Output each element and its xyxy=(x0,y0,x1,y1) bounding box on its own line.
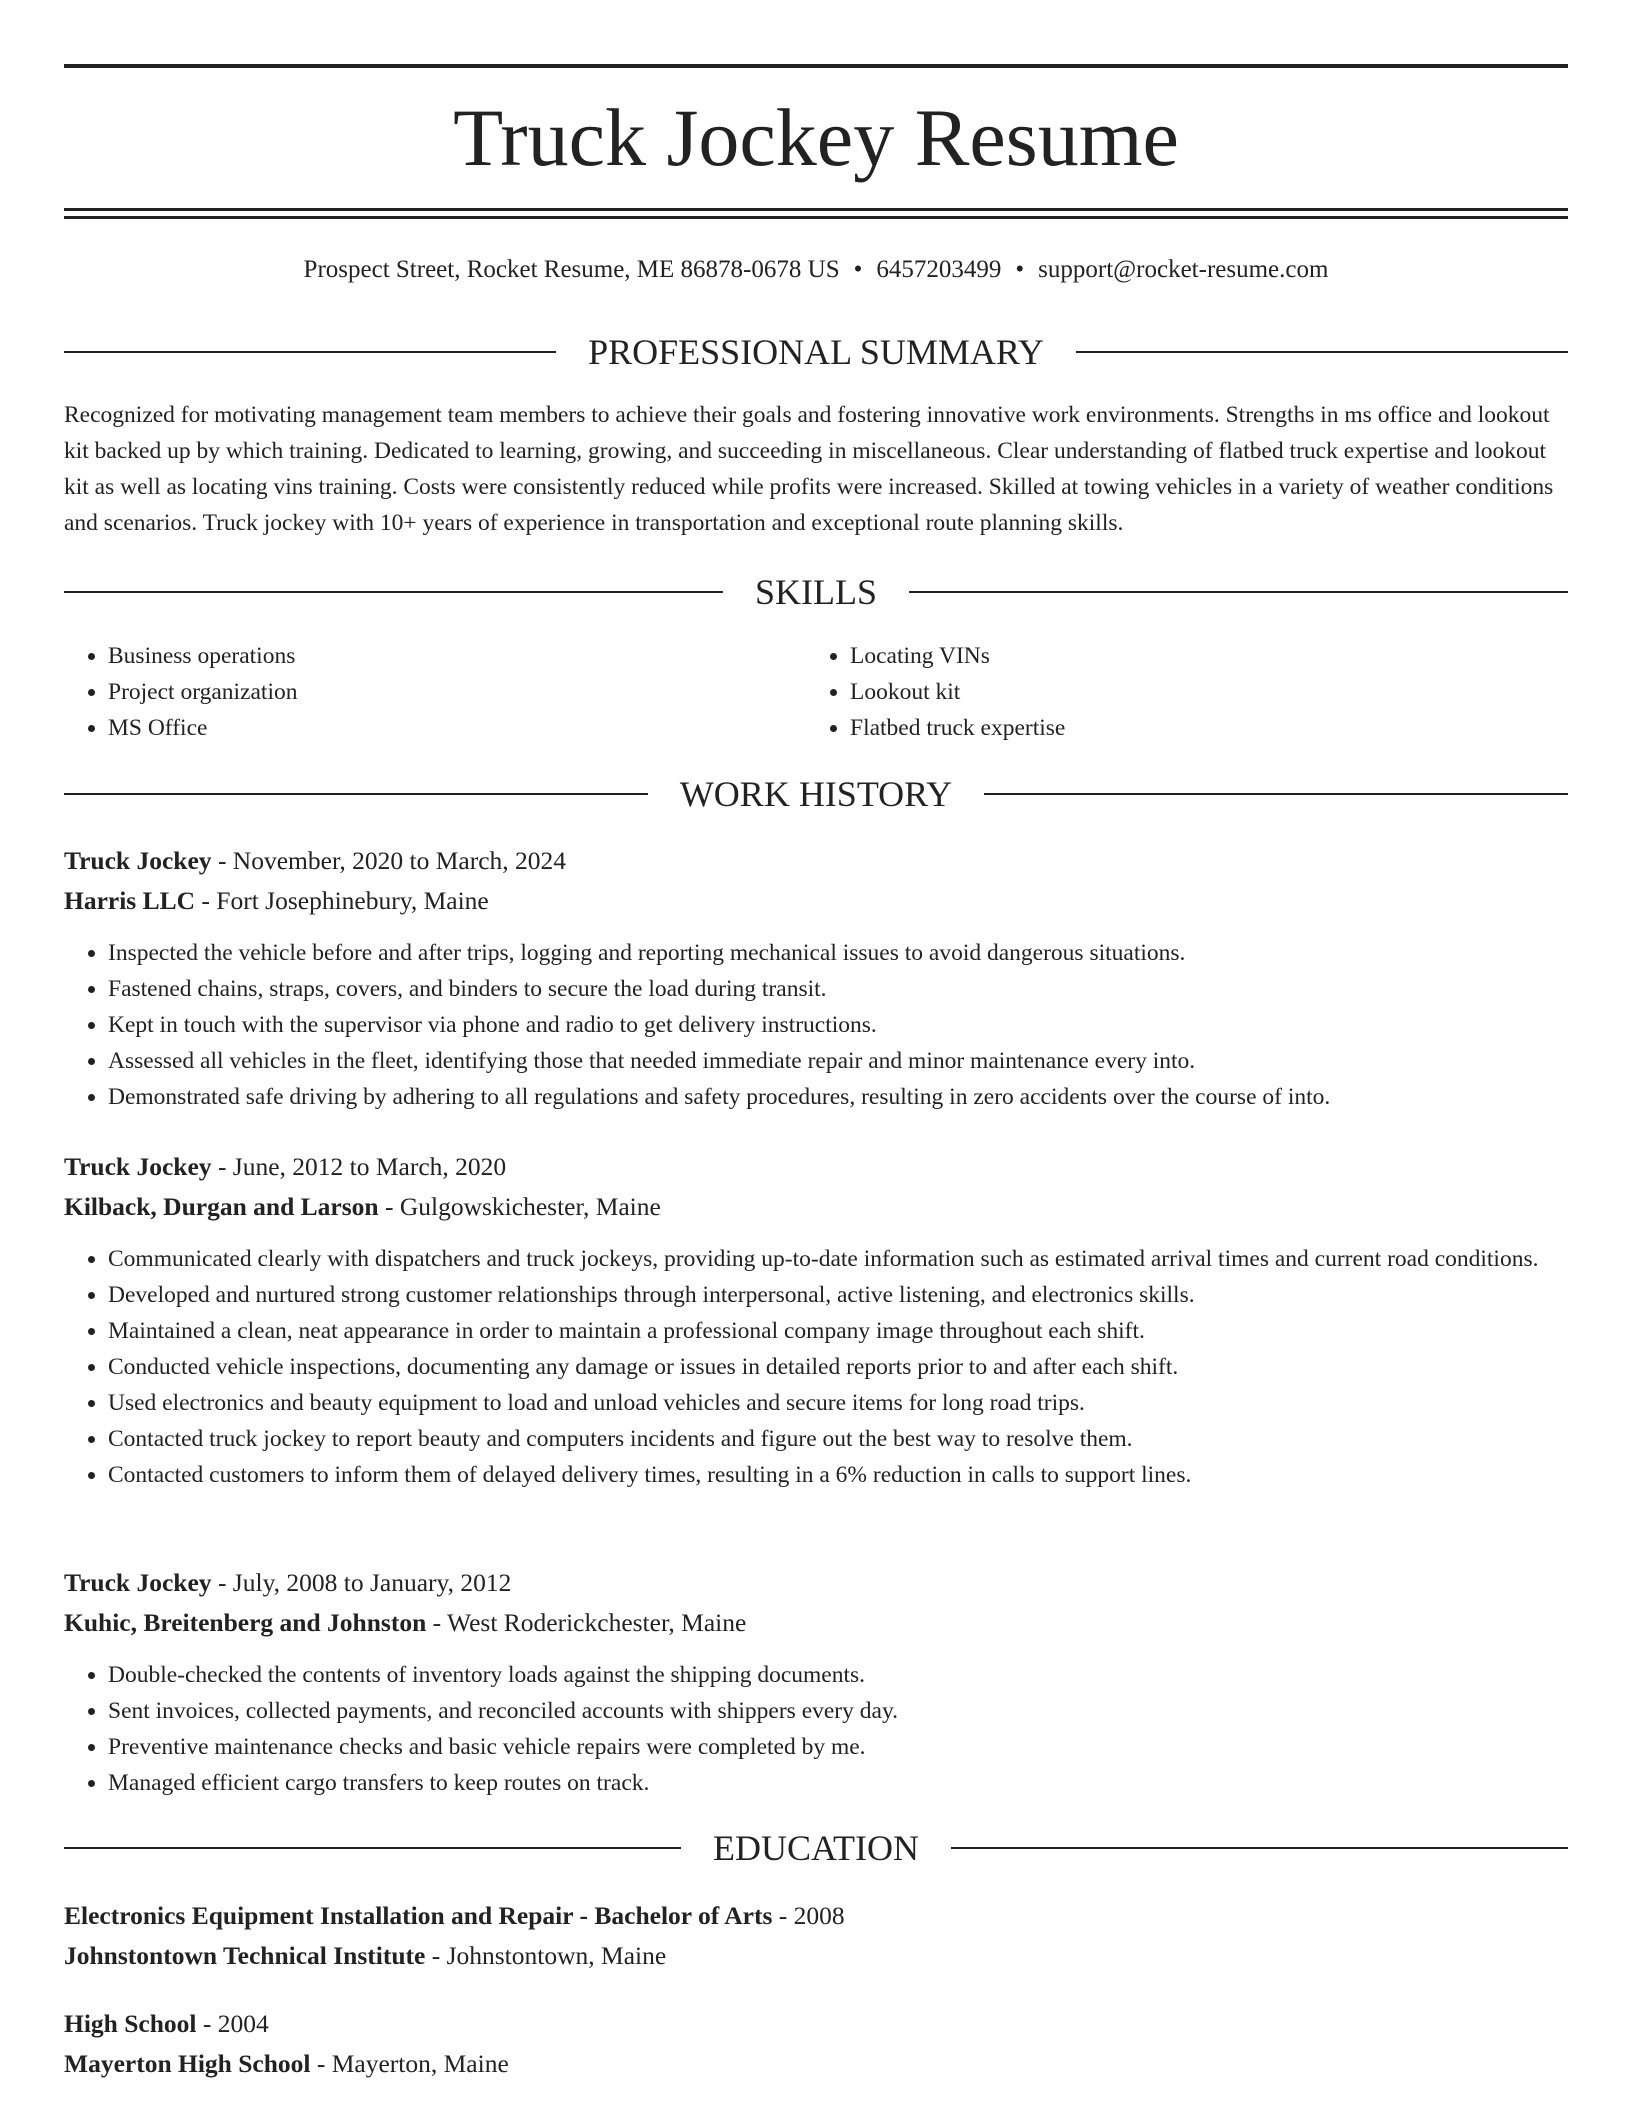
contact-address: Prospect Street, Rocket Resume, ME 86878-0678 US xyxy=(303,256,840,283)
education-degree-line xyxy=(64,1896,1568,1936)
job-title-line xyxy=(64,1563,1568,1603)
heading-rule xyxy=(1076,351,1568,353)
education-year: - 2008 xyxy=(772,1901,845,1930)
job-dates: - November, 2020 to March, 2024 xyxy=(211,846,567,875)
section-title: EDUCATION xyxy=(713,1828,919,1868)
skill-item: • Business operations xyxy=(108,638,806,674)
job-bullet: • Managed efficient cargo transfers to keep routes on track. xyxy=(108,1765,1568,1801)
job-entry xyxy=(64,1147,1568,1227)
job-bullet: • Maintained a clean, neat appearance in order to maintain a professional company image throughout each shift. xyxy=(108,1313,1568,1349)
job-bullet: • Assessed all vehicles in the fleet, identifying those that needed immediate repair and minor maintenance every into. xyxy=(108,1043,1568,1079)
education-location: - Johnstontown, Maine xyxy=(425,1941,667,1970)
job-title-line xyxy=(64,841,1568,881)
skills-list xyxy=(64,638,1568,746)
education-school-line xyxy=(64,1936,1568,1976)
job-bullet: • Used electronics and beauty equipment to load and unload vehicles and secure items for long road trips. xyxy=(108,1385,1568,1421)
skill-item: • Locating VINs xyxy=(850,638,1548,674)
job-company: Kuhic, Breitenberg and Johnston xyxy=(64,1608,427,1637)
contact-separator: • xyxy=(1015,256,1025,283)
job-company-line xyxy=(64,1603,1568,1643)
job-bullet: • Contacted truck jockey to report beauty and computers incidents and figure out the best way to resolve them. xyxy=(108,1421,1568,1457)
education-degree-line xyxy=(64,2004,1568,2044)
contact-line xyxy=(64,254,1568,286)
skills-column-right xyxy=(806,638,1548,746)
job-bullets xyxy=(64,1657,1568,1801)
job-entry xyxy=(64,1563,1568,1643)
skill-item: • Flatbed truck expertise xyxy=(850,710,1548,746)
heading-rule xyxy=(951,1847,1568,1849)
job-dates: - July, 2008 to January, 2012 xyxy=(211,1568,512,1597)
job-bullet: • Communicated clearly with dispatchers and truck jockeys, providing up-to-date information such as estimated arrival times and current road conditions. xyxy=(108,1241,1568,1277)
contact-email: support@rocket-resume.com xyxy=(1038,256,1329,283)
job-bullet: • Sent invoices, collected payments, and reconciled accounts with shippers every day. xyxy=(108,1693,1568,1729)
skill-item: • MS Office xyxy=(108,710,806,746)
job-bullet: • Developed and nurtured strong customer relationships through interpersonal, active listening, and electronics skills. xyxy=(108,1277,1568,1313)
skills-column-left xyxy=(64,638,806,746)
section-title: PROFESSIONAL SUMMARY xyxy=(588,332,1044,372)
job-bullet: • Preventive maintenance checks and basic vehicle repairs were completed by me. xyxy=(108,1729,1568,1765)
education-school: Johnstontown Technical Institute xyxy=(64,1941,426,1970)
job-title: Truck Jockey xyxy=(64,1568,212,1597)
job-bullet: • Fastened chains, straps, covers, and binders to secure the load during transit. xyxy=(108,971,1568,1007)
education-school: Mayerton High School xyxy=(64,2049,311,2078)
heading-rule xyxy=(64,351,556,353)
job-dates: - June, 2012 to March, 2020 xyxy=(211,1152,507,1181)
heading-rule xyxy=(909,591,1568,593)
job-title-line xyxy=(64,1147,1568,1187)
job-bullet: • Conducted vehicle inspections, documenting any damage or issues in detailed reports prior to and after each shift. xyxy=(108,1349,1568,1385)
job-title: Truck Jockey xyxy=(64,846,212,875)
section-title: WORK HISTORY xyxy=(679,774,953,814)
job-company-line xyxy=(64,1187,1568,1227)
education-entry xyxy=(64,2004,1568,2084)
header-top-rule xyxy=(64,64,1568,68)
skills-heading xyxy=(64,570,1568,614)
job-title: Truck Jockey xyxy=(64,1152,212,1181)
job-bullets xyxy=(64,935,1568,1115)
education-degree: Electronics Equipment Installation and Repair - Bachelor of Arts xyxy=(64,1901,773,1930)
section-title: SKILLS xyxy=(755,572,878,612)
heading-rule xyxy=(64,591,723,593)
skill-item: • Project organization xyxy=(108,674,806,710)
job-bullet: • Contacted customers to inform them of delayed delivery times, resulting in a 6% reduction in calls to support lines. xyxy=(108,1457,1568,1493)
heading-rule xyxy=(64,793,648,795)
summary-heading xyxy=(64,330,1568,374)
job-entry xyxy=(64,841,1568,921)
education-heading xyxy=(64,1826,1568,1870)
job-bullet: • Kept in touch with the supervisor via phone and radio to get delivery instructions. xyxy=(108,1007,1568,1043)
heading-rule xyxy=(984,793,1568,795)
job-bullet: • Inspected the vehicle before and after trips, logging and reporting mechanical issues to avoid dangerous situations. xyxy=(108,935,1568,971)
job-company: Harris LLC xyxy=(64,886,196,915)
job-bullet: • Demonstrated safe driving by adhering to all regulations and safety procedures, resulting in zero accidents over the course of into. xyxy=(108,1079,1568,1115)
job-location: - Gulgowskichester, Maine xyxy=(378,1192,661,1221)
job-location: - Fort Josephinebury, Maine xyxy=(195,886,489,915)
job-company: Kilback, Durgan and Larson xyxy=(64,1192,379,1221)
heading-rule xyxy=(64,1847,681,1849)
education-year: - 2004 xyxy=(196,2009,269,2038)
education-location: - Mayerton, Maine xyxy=(310,2049,509,2078)
education-school-line xyxy=(64,2044,1568,2084)
summary-text: Recognized for motivating management team members to achieve their goals and fostering innovative work environments. Strengths in ms office and lookout kit backed up by which training. Dedicated to learning, growing, and succeeding in miscellaneous. Clear understanding of flatbed truck expertise and lookout kit as well as locating vins training. Costs were consistently reduced while profits were increased. Skilled at towing vehicles in a variety of weather conditions and scenarios. Truck jockey with 10+ years of experience in transportation and exceptional route planning skills. xyxy=(64,402,1554,536)
work-heading xyxy=(64,772,1568,816)
education-entry xyxy=(64,1896,1568,1976)
skill-item: • Lookout kit xyxy=(850,674,1548,710)
job-company-line xyxy=(64,881,1568,921)
contact-separator: • xyxy=(853,256,863,283)
education-degree: High School xyxy=(64,2009,197,2038)
job-bullet: • Double-checked the contents of inventory loads against the shipping documents. xyxy=(108,1657,1568,1693)
job-location: - West Roderickchester, Maine xyxy=(426,1608,747,1637)
job-bullets xyxy=(64,1241,1568,1493)
header-double-rule xyxy=(64,208,1568,219)
contact-phone: 6457203499 xyxy=(876,256,1002,283)
resume-title: Truck Jockey Resume xyxy=(453,92,1179,183)
